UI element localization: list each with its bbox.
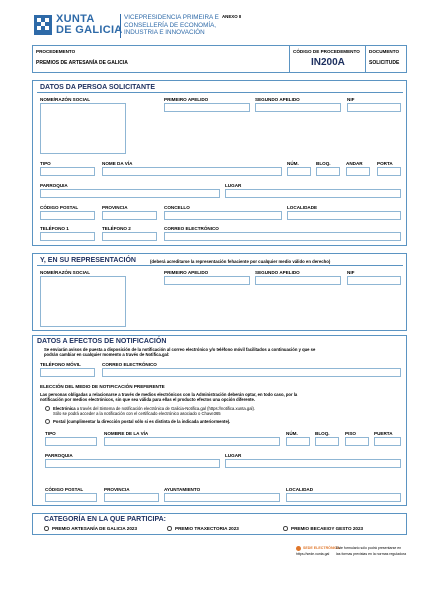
procedure-label: PROCEDEMENTO bbox=[36, 49, 76, 54]
xunta-logo bbox=[34, 13, 123, 37]
footer-line2: https://sede.xunta.gal bbox=[296, 552, 330, 556]
rep-surname2-field[interactable] bbox=[255, 276, 341, 285]
locality-label: LOCALIDADE bbox=[287, 205, 318, 210]
document-label: DOCUMENTO bbox=[369, 49, 400, 54]
notif-locality-field[interactable] bbox=[286, 493, 401, 502]
footer-line3: las formas previstas en la normas reguladora bbox=[336, 552, 407, 556]
notif-type-label: TIPO bbox=[45, 431, 56, 436]
choice-text-1: Las personas obligadas a relacionarse a través de medios electrónicos con la Administración deberán optar, en todo caso, por la bbox=[40, 392, 298, 397]
notif-province-label: PROVINCIA bbox=[104, 487, 130, 492]
logo-line1: XUNTA bbox=[56, 13, 95, 25]
notif-floor-label: PISO bbox=[345, 431, 356, 436]
rep-name-label: NOME/RAZÓN SOCIAL bbox=[40, 270, 91, 275]
notif-postal-label: CÓDIGO POSTAL bbox=[45, 487, 84, 492]
notification-title: DATOS A EFECTOS DE NOTIFICACIÓN bbox=[37, 338, 167, 345]
category-title: CATEGORÍA EN LA QUE PARTICIPA: bbox=[44, 516, 166, 523]
nif-label: NIF bbox=[347, 97, 355, 102]
category-option-3: PREMIO BECAEIOY GESTO 2023 bbox=[291, 526, 364, 531]
notif-street-label: NOMBRE DE LA VÍA bbox=[104, 431, 149, 436]
dept-line3: INDUSTRIA E INNOVACIÓN bbox=[124, 29, 205, 37]
notif-locality-label: LOCALIDAD bbox=[286, 487, 314, 492]
postal-field[interactable] bbox=[40, 211, 95, 220]
representative-title: Y, EN SU REPRESENTACIÓN bbox=[40, 257, 136, 264]
electronic-radio[interactable] bbox=[45, 406, 50, 411]
locality-field[interactable] bbox=[287, 211, 401, 220]
surname1-field[interactable] bbox=[164, 103, 250, 112]
place-label: LUGAR bbox=[225, 183, 242, 188]
notif-council-label: AYUNTAMIENTO bbox=[164, 487, 201, 492]
representative-section bbox=[32, 253, 407, 331]
representative-note: (deberá acreditarse la representación fehaciente por cualquier medio válido en derecho) bbox=[150, 259, 331, 264]
department-name bbox=[124, 14, 219, 37]
postal-option-title: Postal bbox=[53, 419, 66, 424]
surname2-label: SEGUNDO APELIDO bbox=[255, 97, 300, 102]
notif-place-field[interactable] bbox=[225, 459, 401, 468]
email-label: CORREO ELECTRÓNICO bbox=[164, 226, 219, 231]
sede-badge-icon bbox=[296, 546, 301, 551]
logo-line2: DE GALICIA bbox=[56, 24, 123, 36]
galicia-shield-icon bbox=[34, 15, 52, 35]
category-radio-1[interactable] bbox=[44, 526, 49, 531]
notif-floor-field[interactable] bbox=[345, 437, 369, 446]
parish-label: PARROQUIA bbox=[40, 183, 68, 188]
choice-label: ELECCIÓN DEL MEDIO DE NOTIFICACIÓN PREFERENTE bbox=[40, 384, 165, 389]
notification-intro-1: Se enviarán avisos de puesta a disposición de la notificación al correo electrónico y/o teléfono móvil facilitados a continuación y que se bbox=[44, 347, 316, 352]
category-radio-3[interactable] bbox=[283, 526, 288, 531]
phone2-field[interactable] bbox=[102, 232, 157, 241]
nif-field[interactable] bbox=[347, 103, 401, 112]
notif-block-field[interactable] bbox=[315, 437, 339, 446]
postal-option-text: (cumplimentar la dirección postal sólo si es distinta de la indicada anteriormente). bbox=[66, 419, 231, 424]
rep-name-field[interactable] bbox=[40, 276, 126, 327]
phone2-label: TELÉFONO 2 bbox=[102, 226, 131, 231]
category-option-2: PREMIO TRAXECTORIA 2023 bbox=[175, 526, 239, 531]
phone1-field[interactable] bbox=[40, 232, 95, 241]
notif-parish-field[interactable] bbox=[45, 459, 220, 468]
footer-line1: Este formulario sólo podrá presentarse en bbox=[336, 546, 402, 550]
email-field[interactable] bbox=[164, 232, 401, 241]
dept-line2: CONSELLERÍA DE ECONOMÍA, bbox=[124, 21, 217, 29]
postal-label: CÓDIGO POSTAL bbox=[40, 205, 79, 210]
applicant-section bbox=[32, 80, 407, 246]
notif-province-field[interactable] bbox=[104, 493, 159, 502]
place-field[interactable] bbox=[225, 189, 401, 198]
notif-council-field[interactable] bbox=[164, 493, 280, 502]
notif-postal-field[interactable] bbox=[45, 493, 97, 502]
name-field[interactable] bbox=[40, 103, 126, 154]
applicant-title: DATOS DA PERSOA SOLICITANTE bbox=[40, 84, 155, 91]
door-field[interactable] bbox=[377, 167, 401, 176]
rep-surname1-label: PRIMEIRO APELIDO bbox=[164, 270, 209, 275]
notification-section bbox=[32, 335, 407, 506]
notif-door-label: PUERTA bbox=[374, 431, 393, 436]
mobile-field[interactable] bbox=[40, 368, 95, 377]
block-field[interactable] bbox=[316, 167, 340, 176]
postal-radio[interactable] bbox=[45, 419, 50, 424]
header-divider bbox=[120, 14, 121, 38]
rep-nif-label: NIF bbox=[347, 270, 355, 275]
type-field[interactable] bbox=[40, 167, 95, 176]
notif-num-field[interactable] bbox=[286, 437, 310, 446]
category-section bbox=[32, 513, 407, 535]
annex-label: ANEXO II bbox=[222, 14, 242, 19]
electronic-option-text: a través del Sistema de notificación electrónica de Galicia-Notifica.gal (https://notifica.xunta.gal). bbox=[76, 406, 256, 411]
sede-badge: SEDE ELECTRÓNICA bbox=[303, 546, 340, 550]
phone1-label: TELÉFONO 1 bbox=[40, 226, 69, 231]
mobile-label: TELÉFONO MÓVIL bbox=[40, 362, 81, 367]
dept-line1: VICEPRESIDENCIA PRIMEIRA E bbox=[124, 14, 219, 21]
name-label: NOME/RAZÓN SOCIAL bbox=[40, 97, 91, 102]
rep-nif-field[interactable] bbox=[347, 276, 401, 285]
notif-place-label: LUGAR bbox=[225, 453, 242, 458]
province-label: PROVINCIA bbox=[102, 205, 128, 210]
parish-field[interactable] bbox=[40, 189, 220, 198]
procedure-name: PREMIOS DE ARTESANÍA DE GALICIA bbox=[36, 60, 128, 66]
category-option-1: PREMIO ARTESANÍA DE GALICIA 2023 bbox=[52, 526, 137, 531]
surname2-field[interactable] bbox=[255, 103, 341, 112]
notif-parish-label: PARROQUIA bbox=[45, 453, 73, 458]
floor-label: ANDAR bbox=[346, 161, 363, 166]
door-label: PORTA bbox=[377, 161, 393, 166]
electronic-option-sub: Sólo se podrá acceder a la notificación con el certificado electrónico asociado o Chave365 bbox=[53, 411, 221, 416]
document-type: SOLICITUDE bbox=[369, 60, 400, 66]
rep-surname1-field[interactable] bbox=[164, 276, 250, 285]
num-label: NÚM. bbox=[287, 161, 299, 166]
notif-street-field[interactable] bbox=[104, 437, 280, 446]
notif-email-field[interactable] bbox=[102, 368, 401, 377]
floor-field[interactable] bbox=[346, 167, 370, 176]
notif-num-label: NÚM. bbox=[286, 431, 298, 436]
notif-block-label: BLOQ. bbox=[315, 431, 330, 436]
notification-intro-2: podrán cambiar en cualquier momento a través de Notifica.gal: bbox=[44, 352, 170, 357]
council-label: CONCELLO bbox=[164, 205, 190, 210]
category-radio-2[interactable] bbox=[167, 526, 172, 531]
sede-footer bbox=[296, 545, 408, 561]
electronic-option-title: Electrónica bbox=[53, 406, 76, 411]
type-label: TIPO bbox=[40, 161, 51, 166]
street-label: NOME DA VÍA bbox=[102, 161, 133, 166]
council-field[interactable] bbox=[164, 211, 282, 220]
postal-option bbox=[53, 419, 230, 424]
province-field[interactable] bbox=[102, 211, 157, 220]
rep-surname2-label: SEGUNDO APELIDO bbox=[255, 270, 300, 275]
notif-door-field[interactable] bbox=[374, 437, 401, 446]
block-label: BLOQ. bbox=[316, 161, 331, 166]
procedure-code: IN200A bbox=[311, 57, 345, 68]
procedure-code-label: CÓDIGO DE PROCEDEMENTO bbox=[293, 49, 360, 54]
procedure-box bbox=[32, 45, 407, 73]
notif-type-field[interactable] bbox=[45, 437, 97, 446]
surname1-label: PRIMEIRO APELIDO bbox=[164, 97, 209, 102]
choice-text-2: notificación por medios electrónicos, sin que sea válida para ellas el producto efectos una opción diferente. bbox=[40, 397, 256, 402]
num-field[interactable] bbox=[287, 167, 311, 176]
notif-email-label: CORREO ELECTRÓNICO bbox=[102, 362, 157, 367]
street-field[interactable] bbox=[102, 167, 282, 176]
